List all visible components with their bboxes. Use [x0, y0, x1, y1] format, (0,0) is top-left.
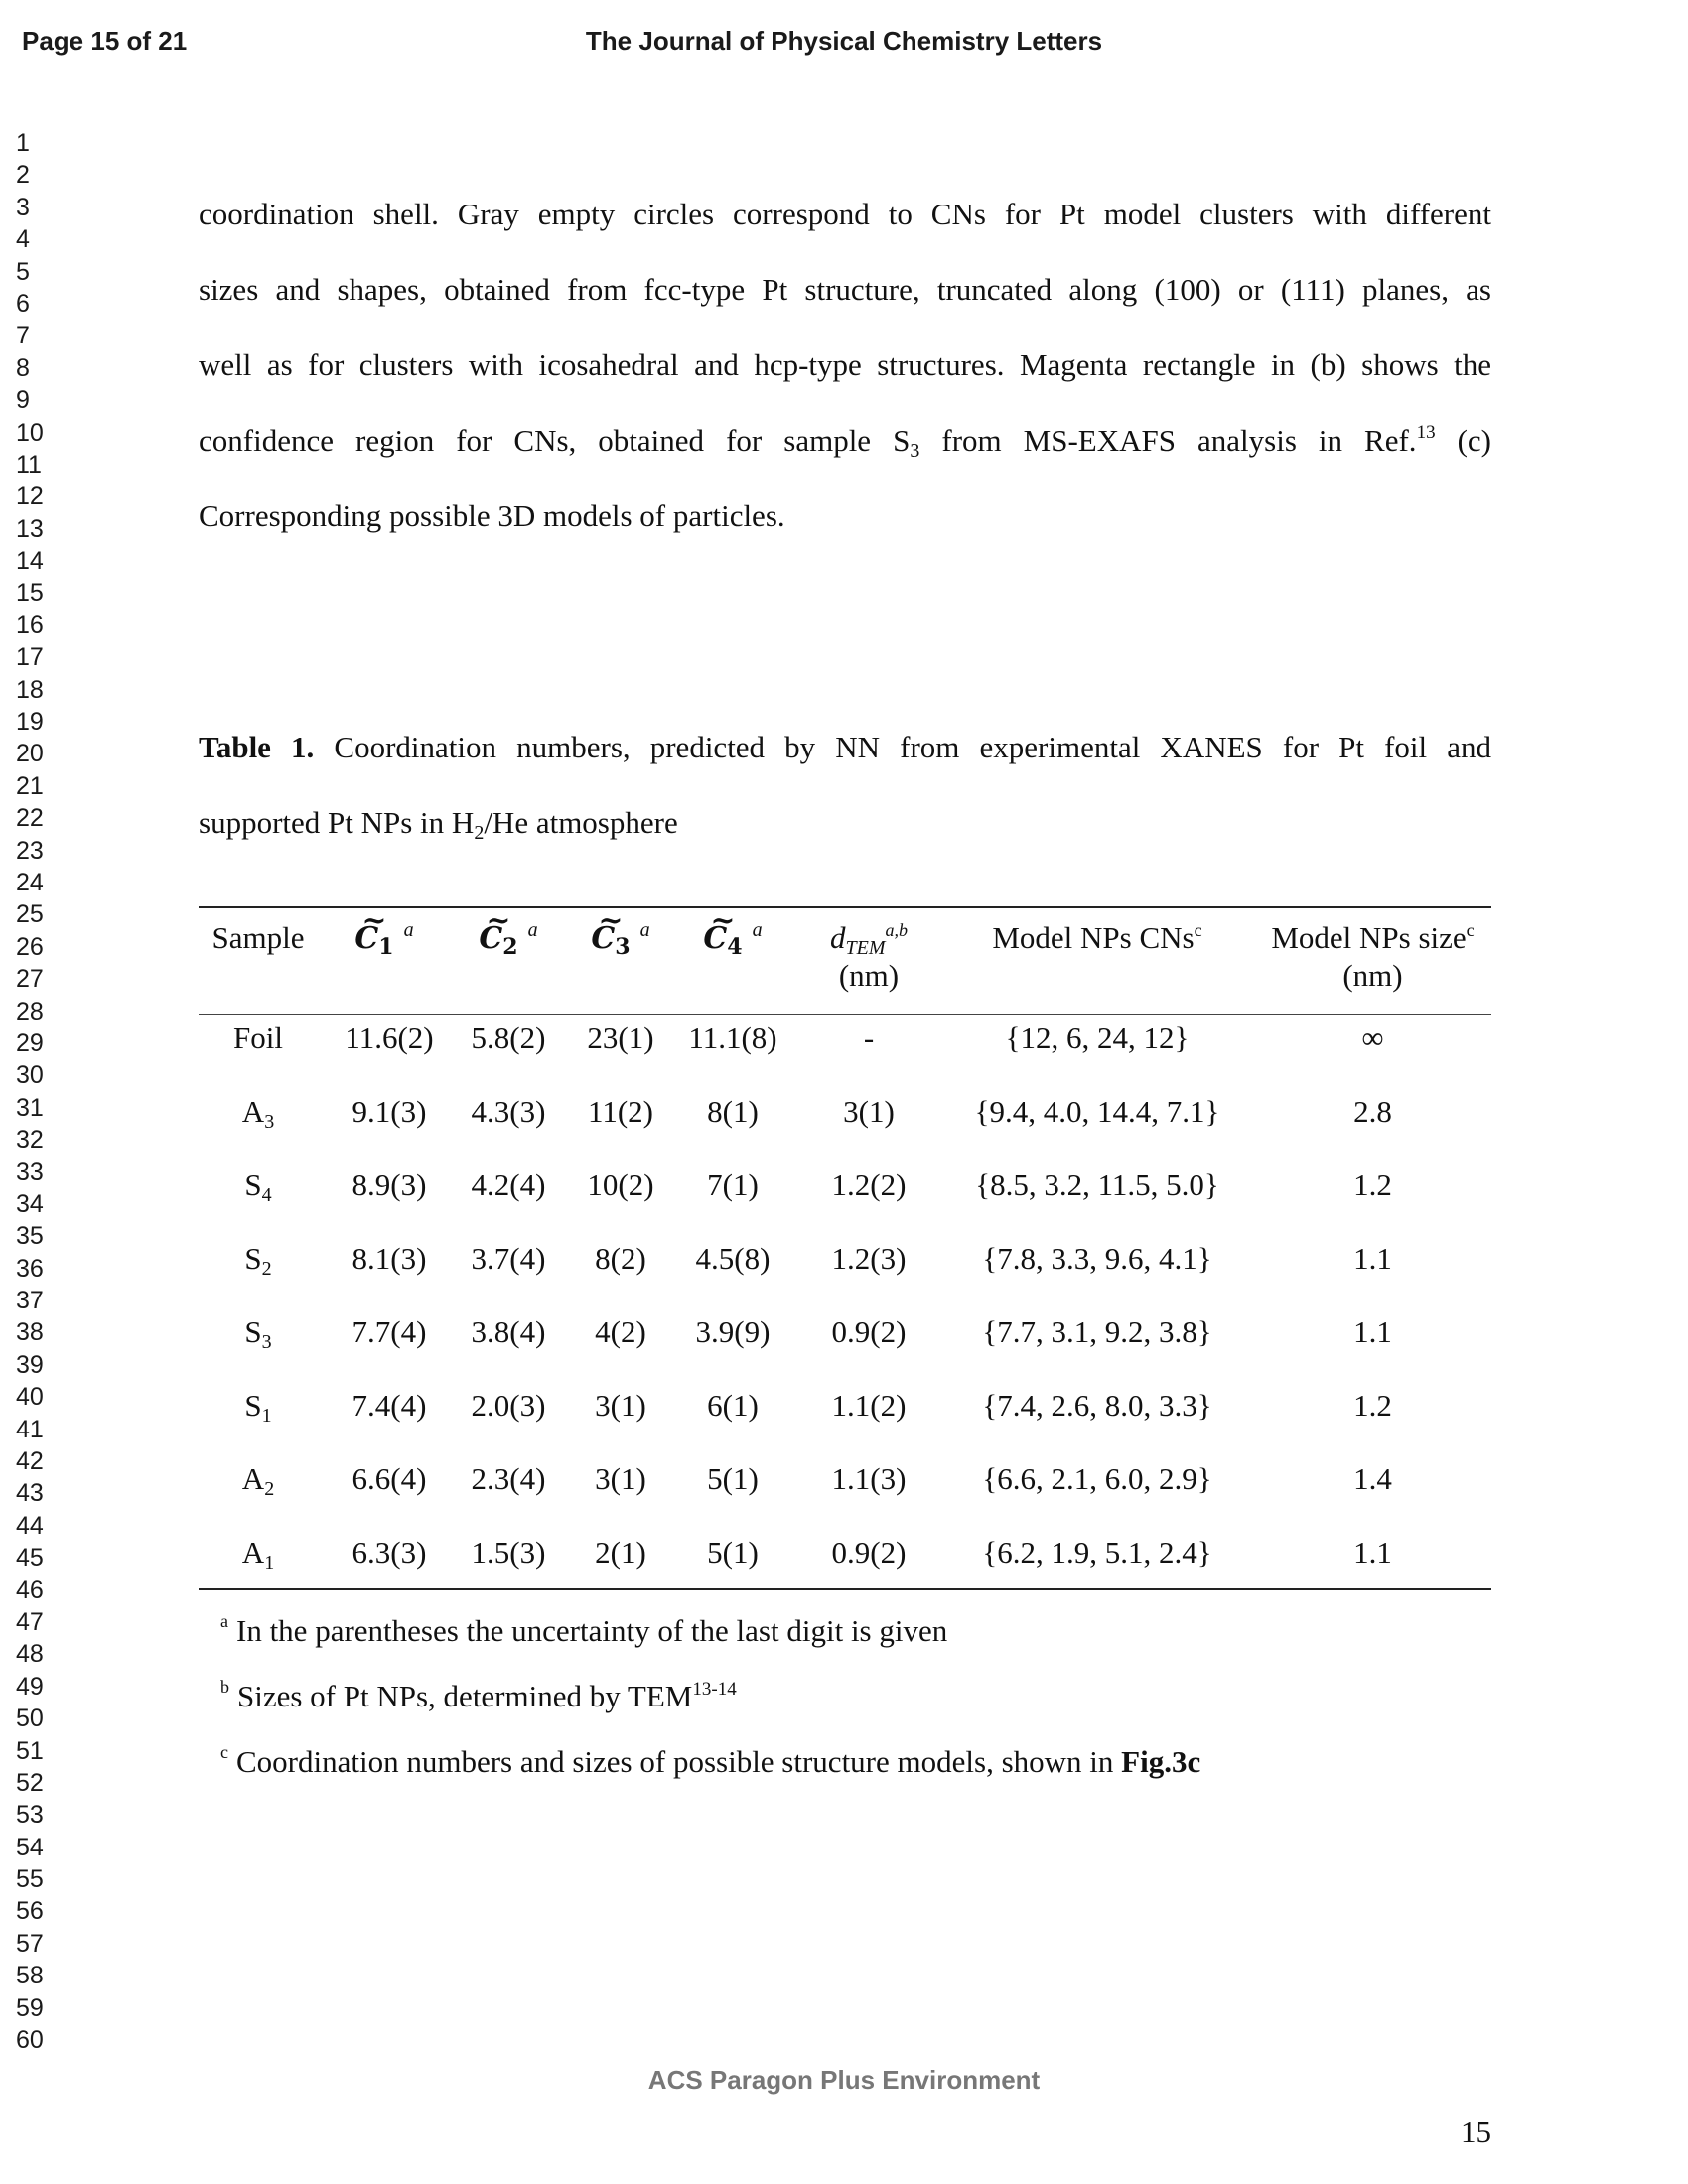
cell-cns: {7.4, 2.6, 8.0, 3.3} [982, 1388, 1212, 1423]
line-number: 53 [16, 1801, 44, 1830]
line-number: 15 [16, 579, 44, 608]
header-model-cns: Model NPs CNs$^c$ [992, 920, 1202, 955]
header-c3: ~ $C_3^a$ [571, 919, 670, 958]
cell-size: 1.1 [1353, 1314, 1392, 1349]
cell-c2: 3.7(4) [471, 1241, 546, 1276]
cell-cns: {9.4, 4.0, 14.4, 7.1} [974, 1094, 1220, 1129]
line-number: 59 [16, 1993, 44, 2022]
line-number: 25 [16, 900, 44, 929]
line-number: 56 [16, 1897, 44, 1926]
paragraph-line-5: Corresponding possible 3D models of particles. [199, 498, 785, 533]
reference-superscript: 13 [1416, 422, 1436, 443]
cell-c3: 11(2) [588, 1094, 653, 1129]
line-number: 39 [16, 1350, 44, 1379]
line-number: 41 [16, 1415, 44, 1443]
cell-d: 1.1(2) [831, 1388, 907, 1423]
cell-sample: Foil [233, 1021, 283, 1055]
line-number: 45 [16, 1544, 44, 1572]
line-number: 24 [16, 868, 44, 896]
cell-size: 1.1 [1353, 1241, 1392, 1276]
table-caption-label: Table 1. [199, 730, 315, 764]
table-header-rule [199, 1014, 1491, 1015]
cell-c2: 2.3(4) [471, 1461, 546, 1496]
paragraph-line-4-part-c: (c) [1435, 423, 1491, 458]
line-number: 5 [16, 257, 30, 286]
cell-c2: 3.8(4) [471, 1314, 546, 1349]
cell-d: 1.2(2) [831, 1167, 907, 1202]
paragraph-line-4-part-b: from MS-EXAFS analysis in Ref. [919, 423, 1417, 458]
line-number: 35 [16, 1222, 44, 1251]
line-number: 34 [16, 1189, 44, 1218]
footnote-c: $^c$ Coordination numbers and sizes of possible structure models, shown in Fig.3c [220, 1742, 1201, 1779]
cell-c1: 9.1(3) [352, 1094, 427, 1129]
header-model-size-unit: (nm) [1342, 958, 1403, 993]
footnote-b: $^b$ Sizes of Pt NPs, determined by TEM$^{13-14}$ [220, 1677, 737, 1713]
line-number: 38 [16, 1318, 44, 1347]
table-bottom-rule [199, 1588, 1491, 1590]
cell-c1: 7.7(4) [352, 1314, 427, 1349]
cell-c3: 2(1) [595, 1535, 646, 1570]
cell-d: 3(1) [843, 1094, 895, 1129]
cell-c4: 11.1(8) [688, 1021, 777, 1055]
line-number: 50 [16, 1705, 44, 1733]
line-number: 31 [16, 1093, 44, 1122]
cell-d: 0.9(2) [831, 1535, 907, 1570]
line-number: 43 [16, 1479, 44, 1508]
cell-c4: 8(1) [707, 1094, 759, 1129]
line-number: 36 [16, 1254, 44, 1283]
cell-c3: 4(2) [595, 1314, 646, 1349]
paragraph-line-2: sizes and shapes, obtained from fcc-type Pt structure, truncated along (100) or (111) planes, as [199, 272, 1491, 307]
cell-d: - [863, 1021, 875, 1055]
c2-symbol: ~ $C_2$ [479, 920, 517, 958]
header-sample: Sample [211, 920, 305, 955]
line-number: 7 [16, 322, 30, 350]
cell-size: 2.8 [1353, 1094, 1392, 1129]
line-number: 60 [16, 2026, 44, 2055]
cell-c3: 3(1) [595, 1461, 646, 1496]
cell-c1: 6.6(4) [352, 1461, 427, 1496]
line-number: 51 [16, 1736, 44, 1765]
table-caption-line-2-part-a: supported Pt NPs in H [199, 805, 475, 840]
line-number: 2 [16, 161, 30, 190]
c1-symbol: ~ $C_1$ [354, 920, 393, 958]
cell-c2: 5.8(2) [471, 1021, 546, 1055]
line-number: 11 [16, 450, 42, 478]
line-number: 14 [16, 547, 44, 576]
c4-symbol: ~ $C_4$ [703, 920, 742, 958]
line-number: 47 [16, 1607, 44, 1636]
line-number: 46 [16, 1575, 44, 1604]
cell-sample: $A_1$ [241, 1535, 275, 1573]
cell-c1: 8.1(3) [352, 1241, 427, 1276]
line-number: 28 [16, 997, 44, 1025]
line-number: 49 [16, 1672, 44, 1701]
cell-d: 1.2(3) [831, 1241, 907, 1276]
c3-symbol: ~ $C_3$ [591, 920, 630, 958]
paragraph-line-4 [199, 422, 1491, 462]
line-number: 33 [16, 1158, 44, 1186]
paragraph-line-1: coordination shell. Gray empty circles correspond to CNs for Pt model clusters with different [199, 197, 1491, 231]
cell-size: ∞ [1361, 1021, 1384, 1055]
cell-c2: 2.0(3) [471, 1388, 546, 1423]
line-number: 27 [16, 965, 44, 994]
cell-c1: 11.6(2) [345, 1021, 434, 1055]
cell-sample: $A_2$ [241, 1461, 275, 1500]
cell-c4: 3.9(9) [695, 1314, 771, 1349]
header-dtem-unit: (nm) [838, 958, 900, 993]
line-number: 37 [16, 1287, 44, 1315]
line-number: 57 [16, 1929, 44, 1958]
page-label: Page 15 of 21 [22, 26, 188, 56]
cell-c4: 5(1) [707, 1461, 759, 1496]
line-number: 17 [16, 643, 44, 672]
table-caption-line-1 [199, 730, 1491, 765]
cell-c3: 10(2) [587, 1167, 654, 1202]
line-number: 32 [16, 1126, 44, 1155]
footnote-a: $^a$ In the parentheses the uncertainty of the last digit is given [220, 1611, 948, 1648]
cell-cns: {6.2, 1.9, 5.1, 2.4} [982, 1535, 1212, 1570]
cell-c4: 5(1) [707, 1535, 759, 1570]
cell-d: 0.9(2) [831, 1314, 907, 1349]
cell-sample: $S_1$ [244, 1388, 272, 1427]
cell-size: 1.1 [1353, 1535, 1392, 1570]
line-number: 1 [16, 129, 30, 157]
paragraph-line-3: well as for clusters with icosahedral and hcp-type structures. Magenta rectangle in (b) shows the [199, 347, 1491, 382]
header-c2: ~ $C_2^a$ [459, 919, 558, 958]
line-number: 22 [16, 804, 44, 833]
cell-sample: $S_4$ [244, 1167, 272, 1206]
line-number: 30 [16, 1061, 44, 1090]
line-number-column [16, 127, 44, 2056]
cell-c2: 1.5(3) [471, 1535, 546, 1570]
line-number: 18 [16, 675, 44, 704]
cell-size: 1.2 [1353, 1167, 1392, 1202]
page-number: 15 [1461, 2115, 1491, 2149]
line-number: 29 [16, 1028, 44, 1057]
line-number: 19 [16, 708, 44, 737]
header-c4: ~ $C_4^a$ [683, 919, 782, 958]
cell-c3: 8(2) [595, 1241, 646, 1276]
sample-subscript: 3 [910, 440, 920, 462]
cell-c4: 6(1) [707, 1388, 759, 1423]
cell-cns: {8.5, 3.2, 11.5, 5.0} [975, 1167, 1219, 1202]
line-number: 48 [16, 1640, 44, 1669]
cell-c3: 3(1) [595, 1388, 646, 1423]
paragraph-line-4-part-a: confidence region for CNs, obtained for sample S [199, 423, 911, 458]
cell-cns: {12, 6, 24, 12} [1005, 1021, 1190, 1055]
cell-sample: $A_3$ [241, 1094, 275, 1133]
line-number: 55 [16, 1865, 44, 1894]
line-number: 26 [16, 932, 44, 961]
cell-c2: 4.3(3) [471, 1094, 546, 1129]
journal-title: The Journal of Physical Chemistry Letters [585, 26, 1103, 56]
cell-c2: 4.2(4) [471, 1167, 546, 1202]
table-caption-line-2-part-b: /He atmosphere [484, 805, 678, 840]
line-number: 20 [16, 740, 44, 768]
cell-cns: {7.8, 3.3, 9.6, 4.1} [982, 1241, 1212, 1276]
line-number: 54 [16, 1833, 44, 1861]
line-number: 3 [16, 193, 30, 221]
line-number: 9 [16, 386, 30, 415]
cell-cns: {6.6, 2.1, 6.0, 2.9} [982, 1461, 1212, 1496]
line-number: 10 [16, 418, 44, 447]
cell-c4: 7(1) [707, 1167, 759, 1202]
line-number: 23 [16, 836, 44, 865]
table-caption-text: Coordination numbers, predicted by NN from experimental XANES for Pt foil and [314, 730, 1491, 764]
line-number: 6 [16, 289, 30, 318]
line-number: 42 [16, 1447, 44, 1476]
cell-sample: $S_3$ [244, 1314, 272, 1353]
cell-c1: 7.4(4) [352, 1388, 427, 1423]
cell-size: 1.2 [1353, 1388, 1392, 1423]
footer-environment: ACS Paragon Plus Environment [647, 2065, 1041, 2095]
cell-size: 1.4 [1353, 1461, 1392, 1496]
line-number: 52 [16, 1768, 44, 1797]
cell-c3: 23(1) [587, 1021, 654, 1055]
cell-cns: {7.7, 3.1, 9.2, 3.8} [982, 1314, 1212, 1349]
h2-subscript: 2 [474, 822, 485, 844]
cell-d: 1.1(3) [831, 1461, 907, 1496]
header-c1: ~ $C_1^a$ [335, 919, 434, 958]
line-number: 12 [16, 482, 44, 511]
line-number: 40 [16, 1383, 44, 1412]
cell-c4: 4.5(8) [695, 1241, 771, 1276]
line-number: 21 [16, 771, 44, 800]
line-number: 13 [16, 514, 44, 543]
cell-c1: 6.3(3) [352, 1535, 427, 1570]
header-dtem: $d_{TEM}^{a,b}$ (nm) [789, 919, 948, 995]
line-number: 58 [16, 1962, 44, 1990]
line-number: 16 [16, 611, 44, 639]
line-number: 8 [16, 353, 30, 382]
cell-sample: $S_2$ [244, 1241, 272, 1280]
table-caption-line-2 [199, 805, 1491, 844]
line-number: 44 [16, 1511, 44, 1540]
line-number: 4 [16, 225, 30, 254]
cell-c1: 8.9(3) [352, 1167, 427, 1202]
header-model-size: Model NPs size$^c$ (nm) [1246, 919, 1499, 995]
